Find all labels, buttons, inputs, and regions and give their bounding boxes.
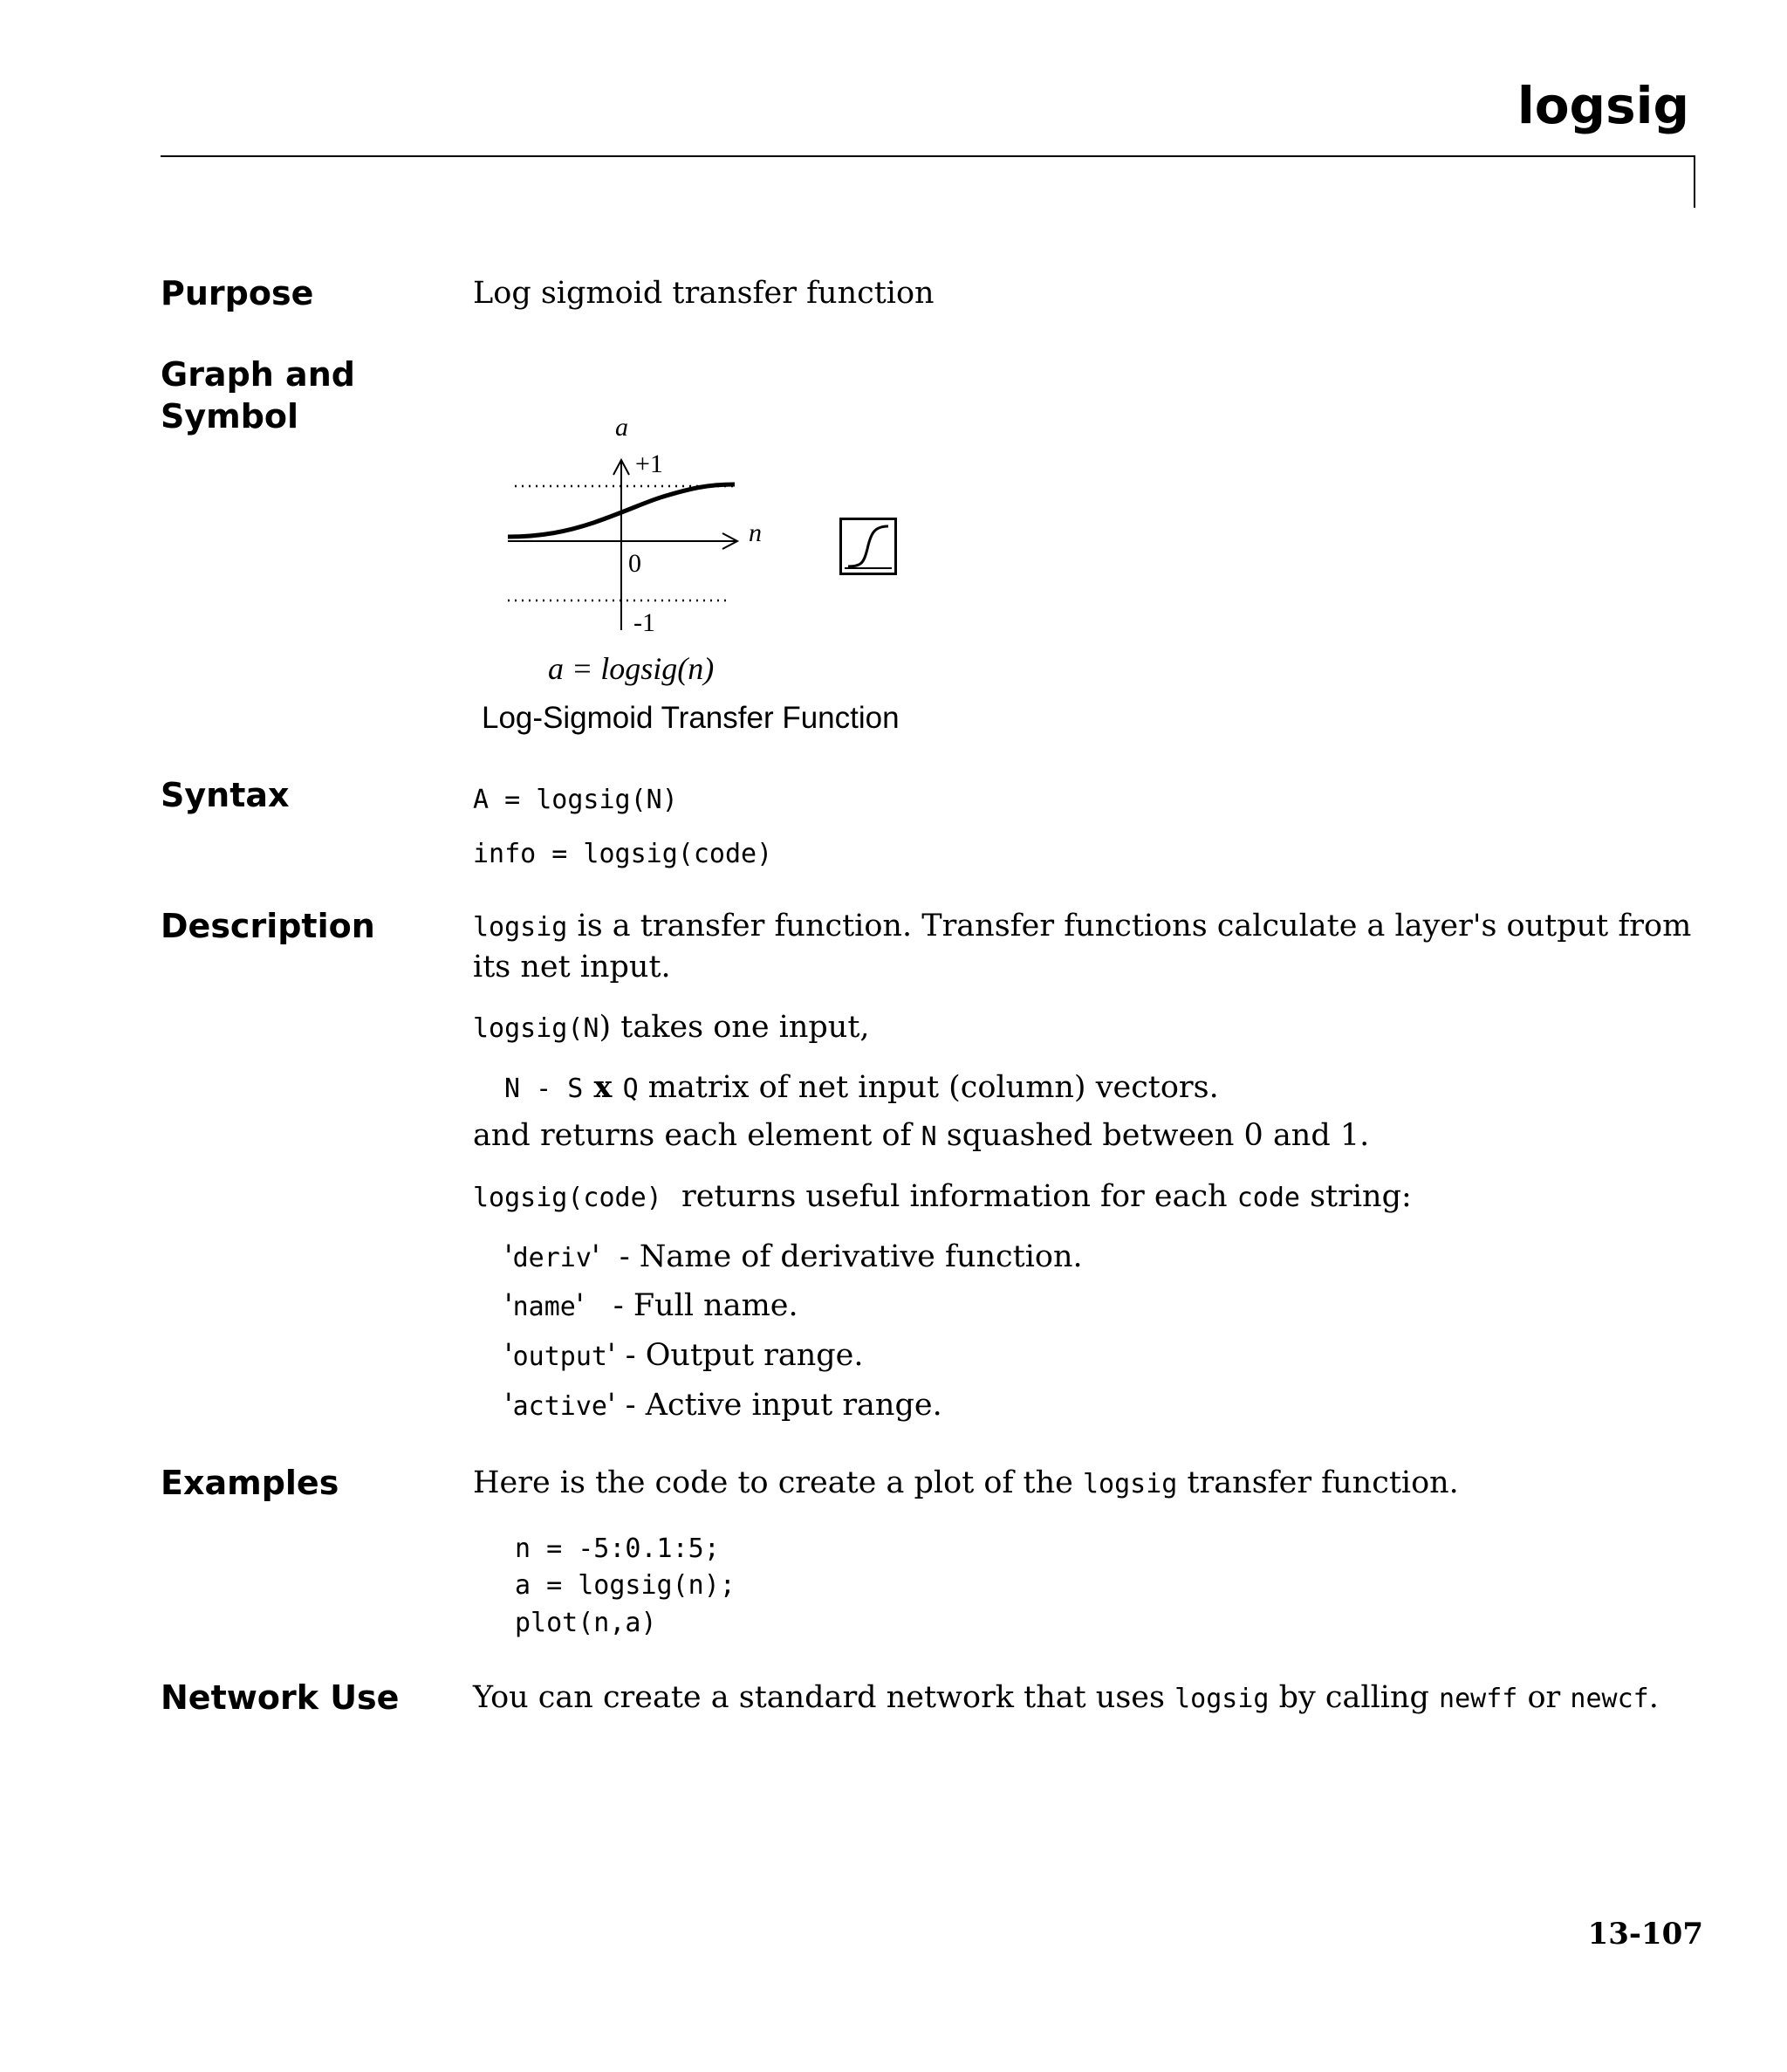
examples-text: Here is the code to create a plot of the logsig transfer function. — [473, 1465, 1459, 1500]
inline-code: output — [512, 1341, 607, 1372]
inline-code: logsig — [1174, 1684, 1270, 1714]
code-option-item: 'output' - Output range. — [504, 1338, 864, 1373]
inline-code: newff — [1439, 1684, 1518, 1714]
inline-code: Q — [622, 1074, 639, 1104]
tick-zero: 0 — [628, 549, 641, 578]
description-paragraph-3: and returns each element of N squashed between 0 and 1. — [473, 1118, 1370, 1153]
code-option-item: 'deriv' - Name of derivative function. — [504, 1239, 1083, 1274]
inline-code: logsig(code) — [473, 1183, 662, 1213]
n-axis-label: n — [749, 518, 762, 547]
example-code-line-1: n = -5:0.1:5; — [515, 1533, 720, 1564]
inline-code: logsig — [473, 912, 568, 943]
description-paragraph-1: logsig is a transfer function. Transfer functions calculate a layer's output from its net input. — [473, 909, 1692, 985]
graph-caption: Log-Sigmoid Transfer Function — [482, 701, 900, 735]
syntax-label: Syntax — [161, 776, 290, 814]
example-code-line-2: a = logsig(n); — [515, 1570, 736, 1601]
code-option-item: 'name' - Full name. — [504, 1288, 798, 1323]
header-rule — [161, 155, 1695, 157]
inline-code: code — [1236, 1183, 1300, 1213]
logsig-symbol-icon — [839, 518, 897, 575]
purpose-label: Purpose — [161, 274, 314, 312]
tick-plus1: +1 — [635, 449, 663, 478]
purpose-text: Log sigmoid transfer function — [473, 276, 935, 311]
description-paragraph-4: logsig(code) returns useful information for each code string: — [473, 1179, 1412, 1214]
syntax-line-1: A = logsig(N) — [473, 785, 678, 815]
description-input-item: N - S x Q matrix of net input (column) vectors. — [504, 1069, 1219, 1105]
inline-code: active — [512, 1391, 607, 1422]
inline-code: name — [512, 1292, 576, 1322]
network-use-label: Network Use — [161, 1678, 400, 1717]
example-code-line-3: plot(n,a) — [515, 1608, 657, 1638]
syntax-line-2: info = logsig(code) — [473, 839, 773, 869]
inline-code: newcf — [1570, 1684, 1649, 1714]
graph-label-line2: Symbol — [161, 396, 299, 436]
graph-label — [161, 354, 355, 437]
page-title: logsig — [1517, 76, 1689, 135]
a-axis-label: a — [615, 413, 628, 442]
examples-label: Examples — [161, 1464, 339, 1502]
inline-code: logsig — [1082, 1469, 1178, 1499]
graph-formula: a = logsig(n) — [548, 651, 715, 686]
header-rule-tick — [1694, 155, 1695, 208]
page-number: 13-107 — [1587, 1917, 1703, 1952]
inline-code: N - S — [504, 1074, 584, 1104]
inline-code: deriv — [512, 1243, 592, 1273]
description-label: Description — [161, 907, 375, 945]
inline-code: N — [921, 1122, 937, 1152]
graph-label-line1: Graph and — [161, 355, 355, 394]
code-option-item: 'active' - Active input range. — [504, 1388, 942, 1423]
tick-minus1: -1 — [633, 608, 655, 637]
network-use-text: You can create a standard network that uses logsig by calling newff or newcf. — [473, 1680, 1659, 1715]
description-paragraph-2: logsig(N) takes one input, — [473, 1010, 870, 1045]
inline-code: logsig(N — [473, 1013, 599, 1044]
